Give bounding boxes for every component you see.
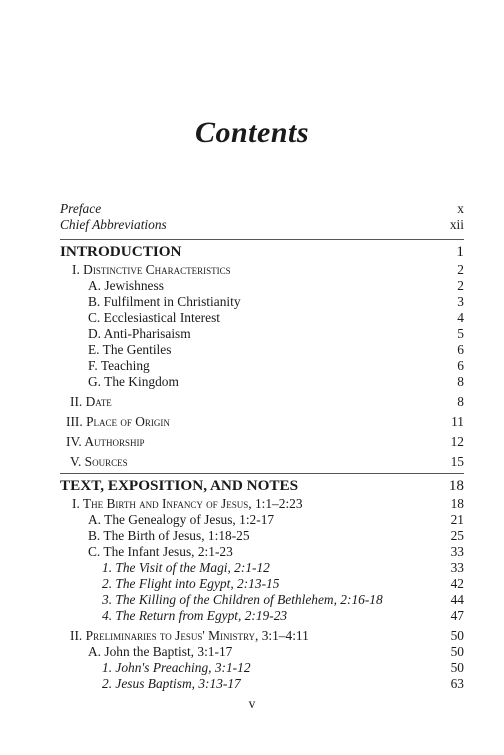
entry-page: 47 bbox=[450, 608, 464, 623]
entry-page: 6 bbox=[457, 358, 464, 373]
entry-label: Distinctive Characteristics bbox=[83, 262, 231, 277]
entry-page: 25 bbox=[450, 528, 464, 543]
entry-label: Authorship bbox=[84, 434, 145, 449]
entry-number: C. bbox=[88, 310, 101, 325]
toc-entry bbox=[60, 309, 464, 326]
entry-number: F. bbox=[88, 358, 98, 373]
toc-entry bbox=[60, 511, 464, 528]
entry-label: The Infant Jesus, 2:1-23 bbox=[103, 544, 233, 559]
entry-label: The Return from Egypt, 2:19-23 bbox=[115, 608, 288, 623]
entry-page: 12 bbox=[450, 434, 464, 449]
entry-label: Chief Abbreviations bbox=[60, 217, 167, 232]
entry-page: 21 bbox=[450, 512, 464, 527]
toc-entry bbox=[60, 591, 464, 608]
section-heading-label: INTRODUCTION bbox=[60, 243, 182, 260]
entry-label: The Gentiles bbox=[102, 342, 172, 357]
entry-page: 33 bbox=[450, 560, 464, 575]
entry-page: 8 bbox=[457, 394, 464, 409]
section-heading-page: 1 bbox=[456, 243, 464, 260]
entry-page: 18 bbox=[450, 496, 464, 511]
entry-number: II. bbox=[70, 394, 83, 409]
entry-label: Fulfilment in Christianity bbox=[103, 294, 241, 309]
entry-number: B. bbox=[88, 528, 101, 543]
section-heading-page: 18 bbox=[448, 477, 464, 494]
entry-page: 3 bbox=[457, 294, 464, 309]
entry-number: I. bbox=[72, 496, 80, 511]
entry-label: The Birth of Jesus, 1:18-25 bbox=[103, 528, 250, 543]
entry-number: C. bbox=[88, 544, 101, 559]
section-rule bbox=[60, 473, 464, 474]
entry-label: Ecclesiastical Interest bbox=[103, 310, 221, 325]
entry-label: Jewishness bbox=[104, 278, 164, 293]
page-number: v bbox=[248, 696, 256, 711]
toc-entry-preface bbox=[60, 200, 464, 217]
entry-label: The Flight into Egypt, 2:13-15 bbox=[115, 576, 280, 591]
entry-page: 63 bbox=[450, 676, 464, 691]
section-heading-label: TEXT, EXPOSITION, AND NOTES bbox=[60, 477, 299, 494]
entry-number: 1. bbox=[102, 560, 113, 575]
entry-page: 50 bbox=[450, 644, 464, 659]
entry-label: Anti-Pharisaism bbox=[103, 326, 191, 341]
entry-page: 44 bbox=[450, 592, 464, 607]
entry-label: Teaching bbox=[100, 358, 150, 373]
toc-entry bbox=[60, 607, 464, 624]
entry-label: John's Preaching, 3:1-12 bbox=[115, 660, 251, 675]
toc-entry bbox=[60, 543, 464, 560]
toc-entry bbox=[60, 261, 464, 278]
entry-label: Preliminaries to Jesus' Ministry, 3:1–4:11 bbox=[85, 628, 309, 643]
toc-entry-abbreviations bbox=[60, 216, 464, 233]
entry-page: 5 bbox=[457, 326, 464, 341]
entry-number: 2. bbox=[102, 676, 113, 691]
entry-label: The Genealogy of Jesus, 1:2-17 bbox=[104, 512, 275, 527]
entry-page: 4 bbox=[457, 310, 464, 325]
entry-label: John the Baptist, 3:1-17 bbox=[104, 644, 233, 659]
toc-entry bbox=[60, 341, 464, 358]
toc-entry bbox=[60, 433, 464, 450]
page-title: Contents bbox=[194, 116, 310, 149]
entry-label: The Kingdom bbox=[104, 374, 179, 389]
entry-number: E. bbox=[88, 342, 100, 357]
entry-label: The Killing of the Children of Bethlehem, 2:16-18 bbox=[115, 592, 383, 607]
entry-number: 3. bbox=[102, 592, 113, 607]
toc-entry bbox=[60, 293, 464, 310]
toc-entry bbox=[60, 373, 464, 390]
entry-page: 2 bbox=[457, 278, 464, 293]
toc-entry bbox=[60, 675, 464, 692]
entry-number: IV. bbox=[66, 434, 82, 449]
toc-entry bbox=[60, 495, 464, 512]
entry-label: Sources bbox=[84, 454, 128, 469]
entry-page: 50 bbox=[450, 628, 464, 643]
entry-number: A. bbox=[88, 278, 102, 293]
entry-label: Preface bbox=[60, 201, 102, 216]
toc-entry bbox=[60, 575, 464, 592]
entry-number: 4. bbox=[102, 608, 113, 623]
entry-page: 8 bbox=[457, 374, 464, 389]
entry-page: 15 bbox=[450, 454, 464, 469]
toc-entry bbox=[60, 659, 464, 676]
entry-number: D. bbox=[88, 326, 102, 341]
toc-entry bbox=[60, 627, 464, 644]
toc-entry bbox=[60, 393, 464, 410]
entry-label: The Visit of the Magi, 2:1-12 bbox=[115, 560, 270, 575]
entry-number: 2. bbox=[102, 576, 113, 591]
section-heading-introduction bbox=[60, 242, 464, 262]
entry-label: The Birth and Infancy of Jesus, 1:1–2:23 bbox=[82, 496, 303, 511]
entry-page: 2 bbox=[457, 262, 464, 277]
entry-page: xii bbox=[449, 217, 464, 232]
toc-entry bbox=[60, 277, 464, 294]
toc-entry bbox=[60, 643, 464, 660]
entry-page: 42 bbox=[450, 576, 464, 591]
entry-label: Place of Origin bbox=[86, 414, 170, 429]
entry-number: II. bbox=[70, 628, 83, 643]
section-rule bbox=[60, 239, 464, 240]
entry-number: V. bbox=[70, 454, 82, 469]
entry-label: Date bbox=[85, 394, 112, 409]
entry-page: 50 bbox=[450, 660, 464, 675]
entry-page: x bbox=[457, 201, 464, 216]
entry-number: A. bbox=[88, 512, 102, 527]
entry-number: A. bbox=[88, 644, 102, 659]
entry-number: B. bbox=[88, 294, 101, 309]
entry-number: I. bbox=[72, 262, 80, 277]
entry-page: 6 bbox=[457, 342, 464, 357]
toc-entry bbox=[60, 453, 464, 470]
entry-number: III. bbox=[66, 414, 83, 429]
toc-entry bbox=[60, 527, 464, 544]
entry-label: Jesus Baptism, 3:13-17 bbox=[115, 676, 241, 691]
toc-entry bbox=[60, 357, 464, 374]
toc-entry bbox=[60, 559, 464, 576]
entry-number: 1. bbox=[102, 660, 113, 675]
entry-page: 11 bbox=[451, 414, 464, 429]
entry-number: G. bbox=[88, 374, 102, 389]
section-heading-text bbox=[60, 476, 464, 496]
toc-entry bbox=[60, 325, 464, 342]
entry-page: 33 bbox=[450, 544, 464, 559]
toc-entry bbox=[60, 413, 464, 430]
